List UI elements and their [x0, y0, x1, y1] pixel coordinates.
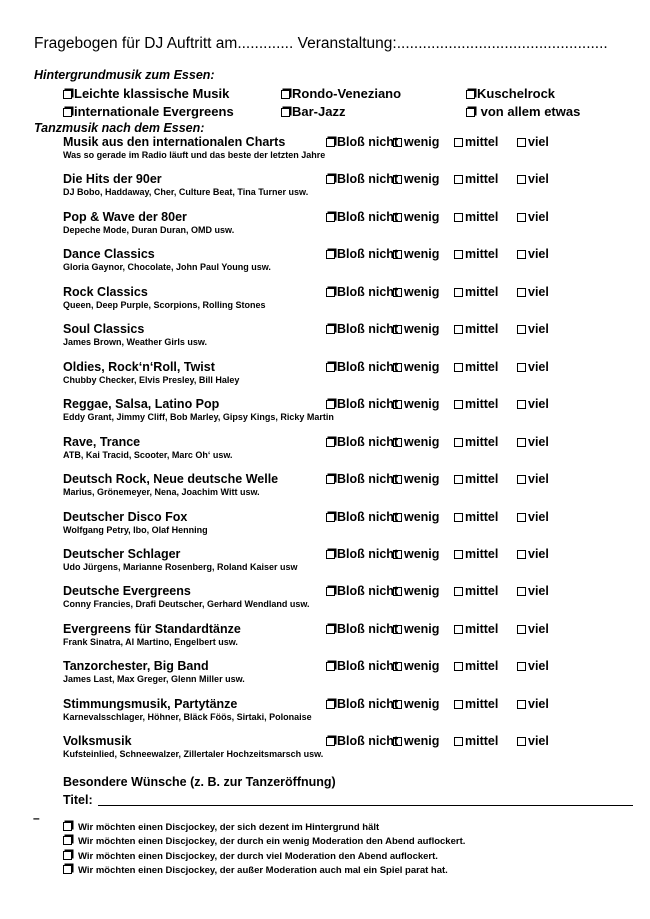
rating-option-not-at-all[interactable]: Bloß nicht	[326, 172, 398, 186]
checkbox-icon[interactable]	[393, 550, 402, 559]
dance-item-title: Deutsch Rock, Neue deutsche Welle	[63, 472, 279, 487]
checkbox-icon[interactable]	[454, 250, 463, 259]
dance-item-title: Dance Classics	[63, 247, 155, 262]
rating-option-medium[interactable]: mittel	[454, 510, 498, 524]
rating-option-much[interactable]: viel	[517, 285, 549, 299]
dance-item-title: Musik aus den internationalen Charts	[63, 135, 286, 149]
checkbox-icon[interactable]	[326, 587, 335, 596]
dance-item-title: Rock Classics	[63, 284, 148, 299]
rating-option-much[interactable]: viel	[517, 172, 549, 186]
rating-option-medium[interactable]: mittel	[454, 472, 498, 486]
checkbox-icon[interactable]	[393, 213, 402, 222]
checkbox-icon[interactable]	[454, 288, 463, 297]
checkbox-icon[interactable]	[454, 700, 463, 709]
checkbox-icon[interactable]	[517, 737, 526, 746]
checkbox-icon[interactable]	[393, 325, 402, 334]
rating-option-medium[interactable]: mittel	[454, 397, 498, 411]
rating-option-much[interactable]: viel	[517, 622, 549, 636]
rating-option-not-at-all[interactable]: Bloß nicht	[326, 547, 398, 561]
rating-option-medium[interactable]: mittel	[454, 547, 498, 561]
rating-option-little[interactable]: wenig	[393, 135, 439, 149]
rating-option-little[interactable]: wenig	[393, 697, 439, 711]
checkbox-icon[interactable]	[454, 625, 463, 634]
dance-item-examples: Was so gerade im Radio läuft und das beste der letzten Jahre	[63, 150, 326, 160]
checkbox-icon[interactable]	[454, 513, 463, 522]
checkbox-icon[interactable]	[326, 400, 335, 409]
dance-item-title: Die Hits der 90er	[63, 172, 162, 187]
dance-item-title: Rave, Trance	[63, 434, 141, 449]
dance-item-title: Soul Classics	[63, 322, 145, 337]
rating-option-little[interactable]: wenig	[393, 435, 439, 449]
rating-option-medium[interactable]: mittel	[454, 584, 498, 598]
checkbox-icon[interactable]	[63, 108, 72, 117]
rating-option-much[interactable]: viel	[517, 360, 549, 374]
checkbox-icon[interactable]	[454, 213, 463, 222]
checkbox-icon[interactable]	[517, 138, 526, 147]
rating-option-much[interactable]: viel	[517, 210, 549, 224]
rating-option-medium[interactable]: mittel	[454, 435, 498, 449]
dance-item-title: Tanzorchester, Big Band	[63, 659, 209, 674]
dance-item-examples: James Last, Max Greger, Glenn Miller usw.	[63, 674, 245, 685]
checkbox-icon[interactable]	[326, 325, 335, 334]
special-wishes-heading: Besondere Wünsche (z. B. zur Tanzeröffnung)	[63, 775, 336, 789]
checkbox-icon[interactable]	[517, 475, 526, 484]
dance-item-examples: Marius, Grönemeyer, Nena, Joachim Witt usw.	[63, 487, 260, 498]
rating-option-not-at-all[interactable]: Bloß nicht	[326, 584, 398, 598]
dance-item-title: Deutscher Disco Fox	[63, 509, 188, 524]
checkbox-icon[interactable]	[517, 587, 526, 596]
rating-option-much[interactable]: viel	[517, 322, 549, 336]
bg-option-classical[interactable]: Leichte klassische Musik	[63, 86, 229, 101]
dance-item-title: Pop & Wave der 80er	[63, 209, 187, 224]
rating-option-not-at-all[interactable]: Bloß nicht	[326, 659, 398, 673]
rating-option-medium[interactable]: mittel	[454, 360, 498, 374]
dance-item-examples: Queen, Deep Purple, Scorpions, Rolling Stones	[63, 299, 266, 310]
checkbox-icon[interactable]	[281, 108, 290, 117]
dance-item-examples: Karnevalsschlager, Höhner, Bläck Föös, Sirtaki, Polonaise	[63, 711, 312, 722]
bg-option-rondo[interactable]: Rondo-Veneziano	[281, 86, 401, 101]
rating-option-not-at-all[interactable]: Bloß nicht	[326, 360, 398, 374]
checkbox-icon[interactable]	[63, 822, 72, 831]
checkbox-icon[interactable]	[326, 662, 335, 671]
rating-option-not-at-all[interactable]: Bloß nicht	[326, 210, 398, 224]
bg-option-mixed[interactable]: von allem etwas	[466, 104, 580, 119]
dance-music-heading: Tanzmusik nach dem Essen:	[34, 121, 205, 135]
dash-mark: –	[33, 811, 40, 825]
rating-option-medium[interactable]: mittel	[454, 210, 498, 224]
rating-option-much[interactable]: viel	[517, 247, 549, 261]
bg-option-evergreens[interactable]: internationale Evergreens	[63, 104, 234, 119]
checkbox-icon[interactable]	[454, 400, 463, 409]
checkbox-icon[interactable]	[393, 138, 402, 147]
checkbox-icon[interactable]	[393, 513, 402, 522]
page-title: Fragebogen für DJ Auftritt am............. Veranstaltung:.................................................	[34, 35, 608, 52]
checkbox-icon[interactable]	[326, 438, 335, 447]
checkbox-icon[interactable]	[393, 250, 402, 259]
checkbox-icon[interactable]	[326, 363, 335, 372]
checkbox-icon[interactable]	[393, 288, 402, 297]
checkbox-icon[interactable]	[454, 662, 463, 671]
rating-option-not-at-all[interactable]: Bloß nicht	[326, 397, 398, 411]
rating-option-little[interactable]: wenig	[393, 360, 439, 374]
rating-option-much[interactable]: viel	[517, 547, 549, 561]
rating-option-not-at-all[interactable]: Bloß nicht	[326, 285, 398, 299]
checkbox-icon[interactable]	[326, 138, 335, 147]
rating-option-much[interactable]: viel	[517, 435, 549, 449]
checkbox-icon[interactable]	[517, 513, 526, 522]
dj-style-option[interactable]: Wir möchten einen Discjockey, der durch ein wenig Moderation den Abend auflockert.	[63, 836, 465, 847]
checkbox-icon[interactable]	[517, 175, 526, 184]
bg-option-barjazz[interactable]: Bar-Jazz	[281, 104, 345, 119]
checkbox-icon[interactable]	[393, 175, 402, 184]
title-input-line[interactable]	[98, 805, 633, 806]
rating-option-medium[interactable]: mittel	[454, 734, 498, 748]
rating-option-medium[interactable]: mittel	[454, 322, 498, 336]
checkbox-icon[interactable]	[63, 865, 72, 874]
rating-option-little[interactable]: wenig	[393, 210, 439, 224]
dance-item-title: Reggae, Salsa, Latino Pop	[63, 397, 220, 412]
rating-option-little[interactable]: wenig	[393, 622, 439, 636]
checkbox-icon[interactable]	[517, 400, 526, 409]
checkbox-icon[interactable]	[326, 213, 335, 222]
dance-item-examples: Wolfgang Petry, Ibo, Olaf Henning	[63, 524, 208, 535]
rating-option-little[interactable]: wenig	[393, 285, 439, 299]
dance-item-title: Volksmusik	[63, 734, 132, 749]
checkbox-icon[interactable]	[393, 475, 402, 484]
rating-option-medium[interactable]: mittel	[454, 697, 498, 711]
checkbox-icon[interactable]	[326, 513, 335, 522]
rating-option-not-at-all[interactable]: Bloß nicht	[326, 435, 398, 449]
rating-option-not-at-all[interactable]: Bloß nicht	[326, 734, 398, 748]
rating-option-little[interactable]: wenig	[393, 510, 439, 524]
checkbox-icon[interactable]	[326, 737, 335, 746]
checkbox-icon[interactable]	[393, 737, 402, 746]
rating-option-much[interactable]: viel	[517, 135, 549, 149]
checkbox-icon[interactable]	[393, 625, 402, 634]
dance-item-examples: ATB, Kai Tracid, Scooter, Marc Oh‘ usw.	[63, 449, 233, 460]
rating-option-medium[interactable]: mittel	[454, 247, 498, 261]
rating-option-much[interactable]: viel	[517, 510, 549, 524]
checkbox-icon[interactable]	[517, 250, 526, 259]
dj-style-option[interactable]: Wir möchten einen Discjockey, der außer Moderation auch mal ein Spiel parat hat.	[63, 865, 448, 876]
checkbox-icon[interactable]	[517, 288, 526, 297]
rating-option-much[interactable]: viel	[517, 397, 549, 411]
rating-option-much[interactable]: viel	[517, 697, 549, 711]
checkbox-icon[interactable]	[393, 700, 402, 709]
dance-item-examples: Udo Jürgens, Marianne Rosenberg, Roland Kaiser usw	[63, 561, 298, 572]
rating-option-not-at-all[interactable]: Bloß nicht	[326, 322, 398, 336]
rating-option-little[interactable]: wenig	[393, 659, 439, 673]
checkbox-icon[interactable]	[393, 438, 402, 447]
checkbox-icon[interactable]	[393, 587, 402, 596]
dance-item-examples: Depeche Mode, Duran Duran, OMD usw.	[63, 224, 235, 235]
rating-option-little[interactable]: wenig	[393, 322, 439, 336]
background-music-heading: Hintergrundmusik zum Essen:	[34, 68, 215, 82]
checkbox-icon[interactable]	[454, 550, 463, 559]
checkbox-icon[interactable]	[393, 400, 402, 409]
dj-style-option[interactable]: Wir möchten einen Discjockey, der durch viel Moderation den Abend auflockert.	[63, 851, 438, 862]
checkbox-icon[interactable]	[393, 662, 402, 671]
checkbox-icon[interactable]	[63, 90, 72, 99]
checkbox-icon[interactable]	[517, 662, 526, 671]
dance-item-examples: DJ Bobo, Haddaway, Cher, Culture Beat, Tina Turner usw.	[63, 187, 309, 198]
rating-option-little[interactable]: wenig	[393, 734, 439, 748]
checkbox-icon[interactable]	[326, 475, 335, 484]
rating-option-not-at-all[interactable]: Bloß nicht	[326, 472, 398, 486]
checkbox-icon[interactable]	[63, 836, 72, 845]
checkbox-icon[interactable]	[454, 438, 463, 447]
checkbox-icon[interactable]	[466, 90, 475, 99]
rating-option-much[interactable]: viel	[517, 472, 549, 486]
rating-option-not-at-all[interactable]: Bloß nicht	[326, 135, 398, 149]
checkbox-icon[interactable]	[454, 737, 463, 746]
rating-option-medium[interactable]: mittel	[454, 135, 498, 149]
dance-item-title: Oldies, Rock‘n‘Roll, Twist	[63, 359, 215, 374]
rating-option-not-at-all[interactable]: Bloß nicht	[326, 697, 398, 711]
checkbox-icon[interactable]	[517, 363, 526, 372]
dance-item-examples: Frank Sinatra, Al Martino, Engelbert usw.	[63, 636, 238, 647]
rating-option-much[interactable]: viel	[517, 584, 549, 598]
dj-style-option[interactable]: Wir möchten einen Discjockey, der sich dezent im Hintergrund hält	[63, 822, 379, 833]
dance-item-examples: Chubby Checker, Elvis Presley, Bill Haley	[63, 374, 240, 385]
rating-option-little[interactable]: wenig	[393, 397, 439, 411]
checkbox-icon[interactable]	[326, 550, 335, 559]
checkbox-icon[interactable]	[517, 700, 526, 709]
checkbox-icon[interactable]	[281, 90, 290, 99]
rating-option-medium[interactable]: mittel	[454, 172, 498, 186]
dance-item-examples: James Brown, Weather Girls usw.	[63, 337, 208, 348]
checkbox-icon[interactable]	[326, 175, 335, 184]
rating-option-little[interactable]: wenig	[393, 472, 439, 486]
checkbox-icon[interactable]	[517, 550, 526, 559]
rating-option-little[interactable]: wenig	[393, 247, 439, 261]
checkbox-icon[interactable]	[454, 175, 463, 184]
dance-item-title: Deutscher Schlager	[63, 546, 181, 561]
dance-item-examples: Conny Francies, Drafi Deutscher, Gerhard Wendland usw.	[63, 599, 310, 610]
dance-item-title: Evergreens für Standardtänze	[63, 621, 241, 636]
checkbox-icon[interactable]	[326, 625, 335, 634]
checkbox-icon[interactable]	[63, 851, 72, 860]
checkbox-icon[interactable]	[517, 438, 526, 447]
dance-item-examples: Eddy Grant, Jimmy Cliff, Bob Marley, Gipsy Kings, Ricky Martin	[63, 412, 334, 423]
rating-option-much[interactable]: viel	[517, 659, 549, 673]
checkbox-icon[interactable]	[454, 138, 463, 147]
checkbox-icon[interactable]	[326, 288, 335, 297]
title-label: Titel:	[63, 793, 93, 807]
checkbox-icon[interactable]	[454, 325, 463, 334]
dance-item-examples: Kufsteinlied, Schneewalzer, Zillertaler Hochzeitsmarsch usw.	[63, 749, 324, 760]
checkbox-icon[interactable]	[454, 363, 463, 372]
rating-option-not-at-all[interactable]: Bloß nicht	[326, 247, 398, 261]
rating-option-not-at-all[interactable]: Bloß nicht	[326, 510, 398, 524]
checkbox-icon[interactable]	[326, 700, 335, 709]
rating-option-medium[interactable]: mittel	[454, 659, 498, 673]
rating-option-medium[interactable]: mittel	[454, 622, 498, 636]
bg-option-kuschelrock[interactable]: Kuschelrock	[466, 86, 555, 101]
rating-option-little[interactable]: wenig	[393, 547, 439, 561]
dance-item-examples: Gloria Gaynor, Chocolate, John Paul Young usw.	[63, 262, 271, 273]
checkbox-icon[interactable]	[466, 108, 475, 117]
checkbox-icon[interactable]	[393, 363, 402, 372]
rating-option-medium[interactable]: mittel	[454, 285, 498, 299]
checkbox-icon[interactable]	[454, 475, 463, 484]
rating-option-not-at-all[interactable]: Bloß nicht	[326, 622, 398, 636]
rating-option-much[interactable]: viel	[517, 734, 549, 748]
checkbox-icon[interactable]	[326, 250, 335, 259]
dance-item-title: Deutsche Evergreens	[63, 584, 191, 599]
checkbox-icon[interactable]	[517, 325, 526, 334]
checkbox-icon[interactable]	[454, 587, 463, 596]
checkbox-icon[interactable]	[517, 625, 526, 634]
rating-option-little[interactable]: wenig	[393, 584, 439, 598]
rating-option-little[interactable]: wenig	[393, 172, 439, 186]
dance-item-title: Stimmungsmusik, Partytänze	[63, 696, 238, 711]
checkbox-icon[interactable]	[517, 213, 526, 222]
